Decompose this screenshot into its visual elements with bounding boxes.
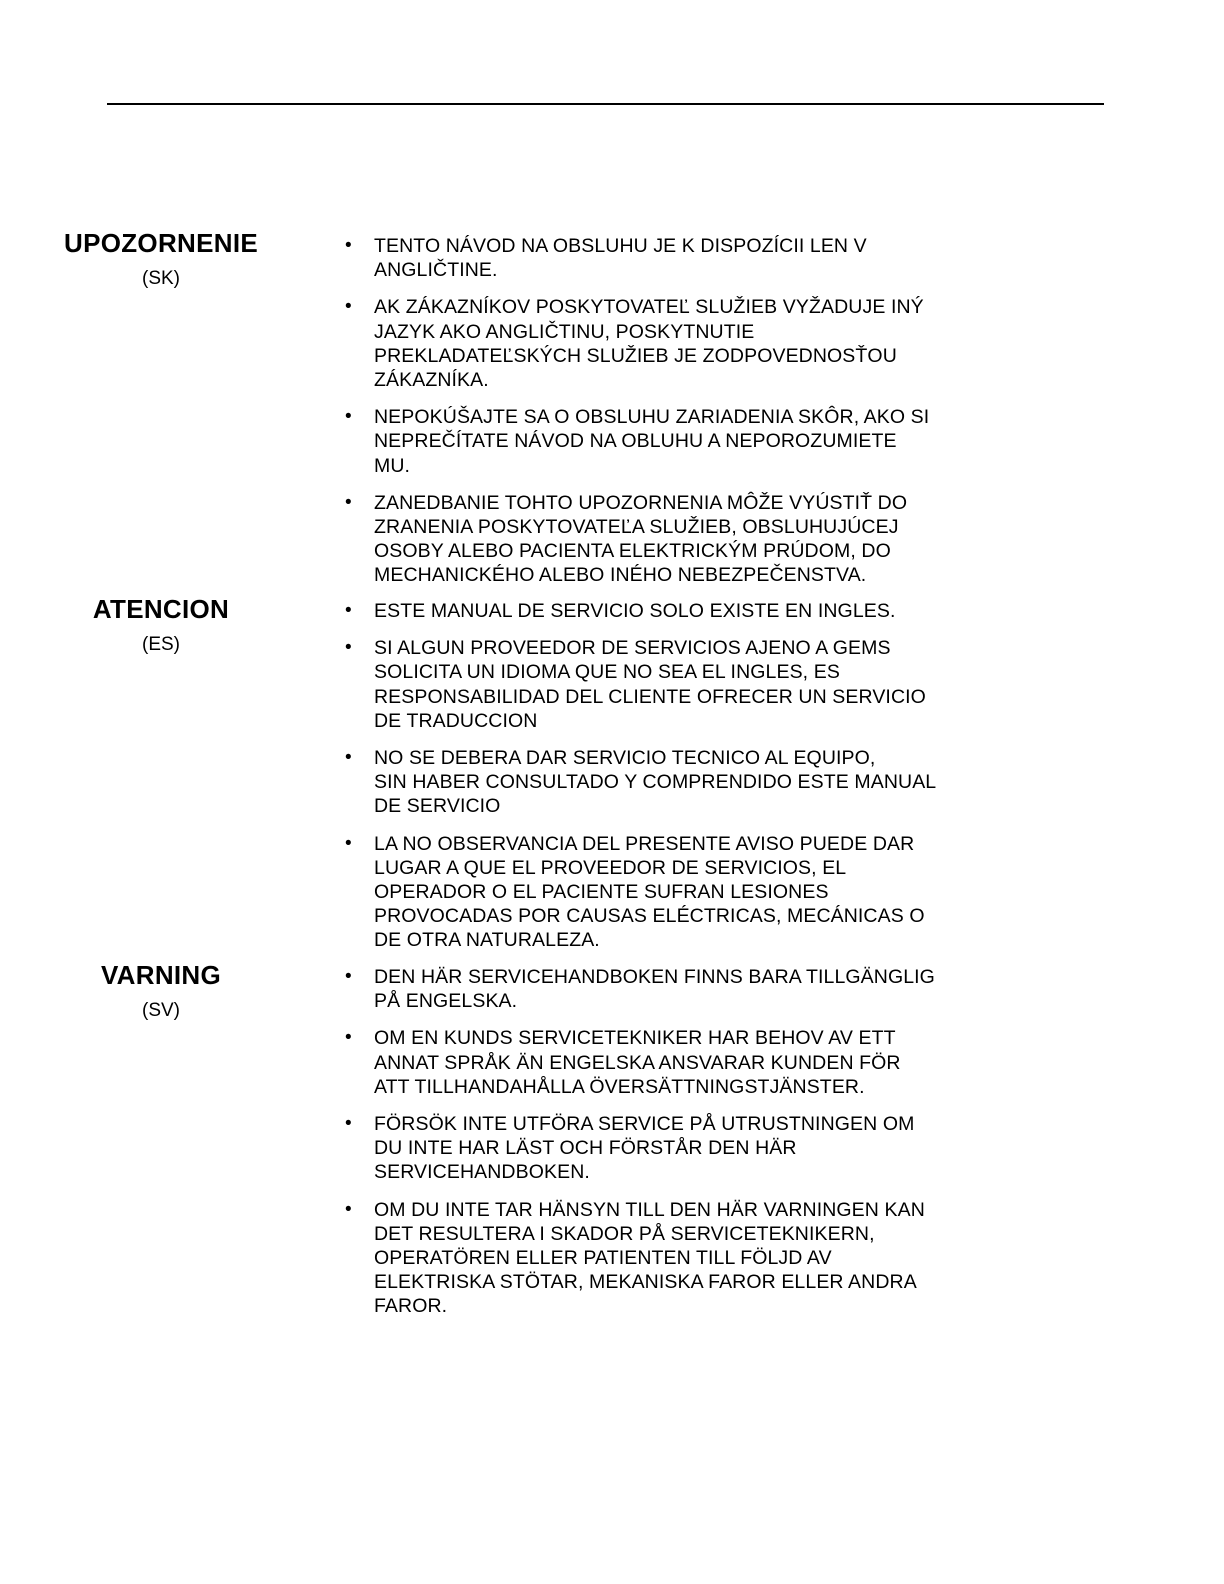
- warning-item: [340, 599, 980, 623]
- bullet-icon: •: [345, 491, 352, 513]
- section-heading-group: [40, 228, 282, 290]
- section-heading: UPOZORNENIE: [64, 228, 258, 258]
- warning-item: [340, 636, 980, 733]
- bullet-icon: •: [345, 1198, 352, 1220]
- bullet-icon: •: [345, 1027, 352, 1049]
- warning-item: [340, 832, 980, 953]
- bullet-icon: •: [345, 406, 352, 428]
- warning-item: [340, 965, 980, 1013]
- section-heading-group: [40, 960, 282, 1022]
- section-heading: VARNING: [100, 960, 222, 990]
- warning-text: ZANEDBANIE TOHTO UPOZORNENIA MÔŽE VYÚSTIŤ DO ZRANENIA POSKYTOVATEĽA SLUŽIEB, OBSLUHUJÚCEJ OSOBY ALEBO PACIENTA ELEKTRICKÝM PRÚDOM, DO MECHANICKÉHO ALEBO INÉHO NEBEZPEČENSTVA.: [374, 491, 908, 587]
- warning-text: AK ZÁKAZNÍKOV POSKYTOVATEĽ SLUŽIEB VYŽADUJE INÝ JAZYK AKO ANGLIČTINU, POSKYTNUTIE PREKLADATEĽSKÝCH SLUŽIEB JE ZODPOVEDNOSŤOU ZÁKAZNÍKA.: [374, 296, 924, 392]
- bullet-icon: •: [345, 637, 352, 659]
- bullet-icon: •: [345, 747, 352, 769]
- top-rule: [107, 103, 1104, 105]
- bullet-icon: •: [345, 296, 352, 318]
- warning-text: FÖRSÖK INTE UTFÖRA SERVICE PÅ UTRUSTNINGEN OM DU INTE HAR LÄST OCH FÖRSTÅR DEN HÄR SERVICEHANDBOKEN.: [374, 1113, 915, 1184]
- section-heading-group: [40, 594, 282, 656]
- warning-text: NO SE DEBERA DAR SERVICIO TECNICO AL EQUIPO, SIN HABER CONSULTADO Y COMPRENDIDO ESTE MANUAL DE SERVICIO: [374, 747, 937, 818]
- language-code: (SK): [142, 268, 180, 289]
- warning-item: [340, 234, 980, 282]
- warning-item: [340, 746, 980, 819]
- warning-item: [340, 405, 980, 478]
- warning-text: DEN HÄR SERVICEHANDBOKEN FINNS BARA TILLGÄNGLIG PÅ ENGELSKA.: [374, 966, 935, 1013]
- warning-item: [340, 491, 980, 588]
- warning-text: NEPOKÚŠAJTE SA O OBSLUHU ZARIADENIA SKÔR, AKO SI NEPREČÍTATE NÁVOD NA OBLUHU A NEPOROZUMIETE MU.: [374, 406, 930, 477]
- bullet-icon: •: [345, 235, 352, 256]
- warning-item: [340, 1112, 980, 1185]
- section-heading: ATENCION: [92, 594, 230, 624]
- bullet-icon: •: [345, 600, 352, 621]
- bullet-icon: •: [345, 832, 352, 854]
- warning-text: LA NO OBSERVANCIA DEL PRESENTE AVISO PUEDE DAR LUGAR A QUE EL PROVEEDOR DE SERVICIOS, EL OPERADOR O EL PACIENTE SUFRAN LESIONES PROVOCADAS POR CAUSAS ELÉCTRICAS, MECÁNICAS O DE OTRA NATURALEZA.: [374, 832, 925, 952]
- bullet-icon: •: [345, 966, 352, 987]
- warning-text: TENTO NÁVOD NA OBSLUHU JE K DISPOZÍCII LEN V ANGLIČTINE.: [374, 235, 867, 282]
- warning-item: [340, 1198, 980, 1319]
- warning-list: [340, 234, 980, 601]
- warning-text: OM EN KUNDS SERVICETEKNIKER HAR BEHOV AV ETT ANNAT SPRÅK ÄN ENGELSKA ANSVARAR KUNDEN FÖR ATT TILLHANDAHÅLLA ÖVERSÄTTNINGSTJÄNSTER.: [374, 1027, 901, 1098]
- bullet-icon: •: [345, 1113, 352, 1135]
- warning-text: OM DU INTE TAR HÄNSYN TILL DEN HÄR VARNINGEN KAN DET RESULTERA I SKADOR PÅ SERVICETEKNIKERN, OPERATÖREN ELLER PATIENTEN TILL FÖLJD AV ELEKTRISKA STÖTAR, MEKANISKA FAROR ELLER ANDRA FAROR.: [374, 1198, 925, 1318]
- language-code: (SV): [142, 1000, 180, 1021]
- warning-text: SI ALGUN PROVEEDOR DE SERVICIOS AJENO A GEMS SOLICITA UN IDIOMA QUE NO SEA EL INGLES, ES RESPONSABILIDAD DEL CLIENTE OFRECER UN SERVICIO DE TRADUCCION: [374, 637, 926, 732]
- warning-item: [340, 1026, 980, 1099]
- language-code: (ES): [142, 634, 180, 655]
- warning-text: ESTE MANUAL DE SERVICIO SOLO EXISTE EN INGLES.: [374, 600, 896, 622]
- warning-list: [340, 965, 980, 1332]
- warning-list: [340, 599, 980, 966]
- warning-item: [340, 295, 980, 392]
